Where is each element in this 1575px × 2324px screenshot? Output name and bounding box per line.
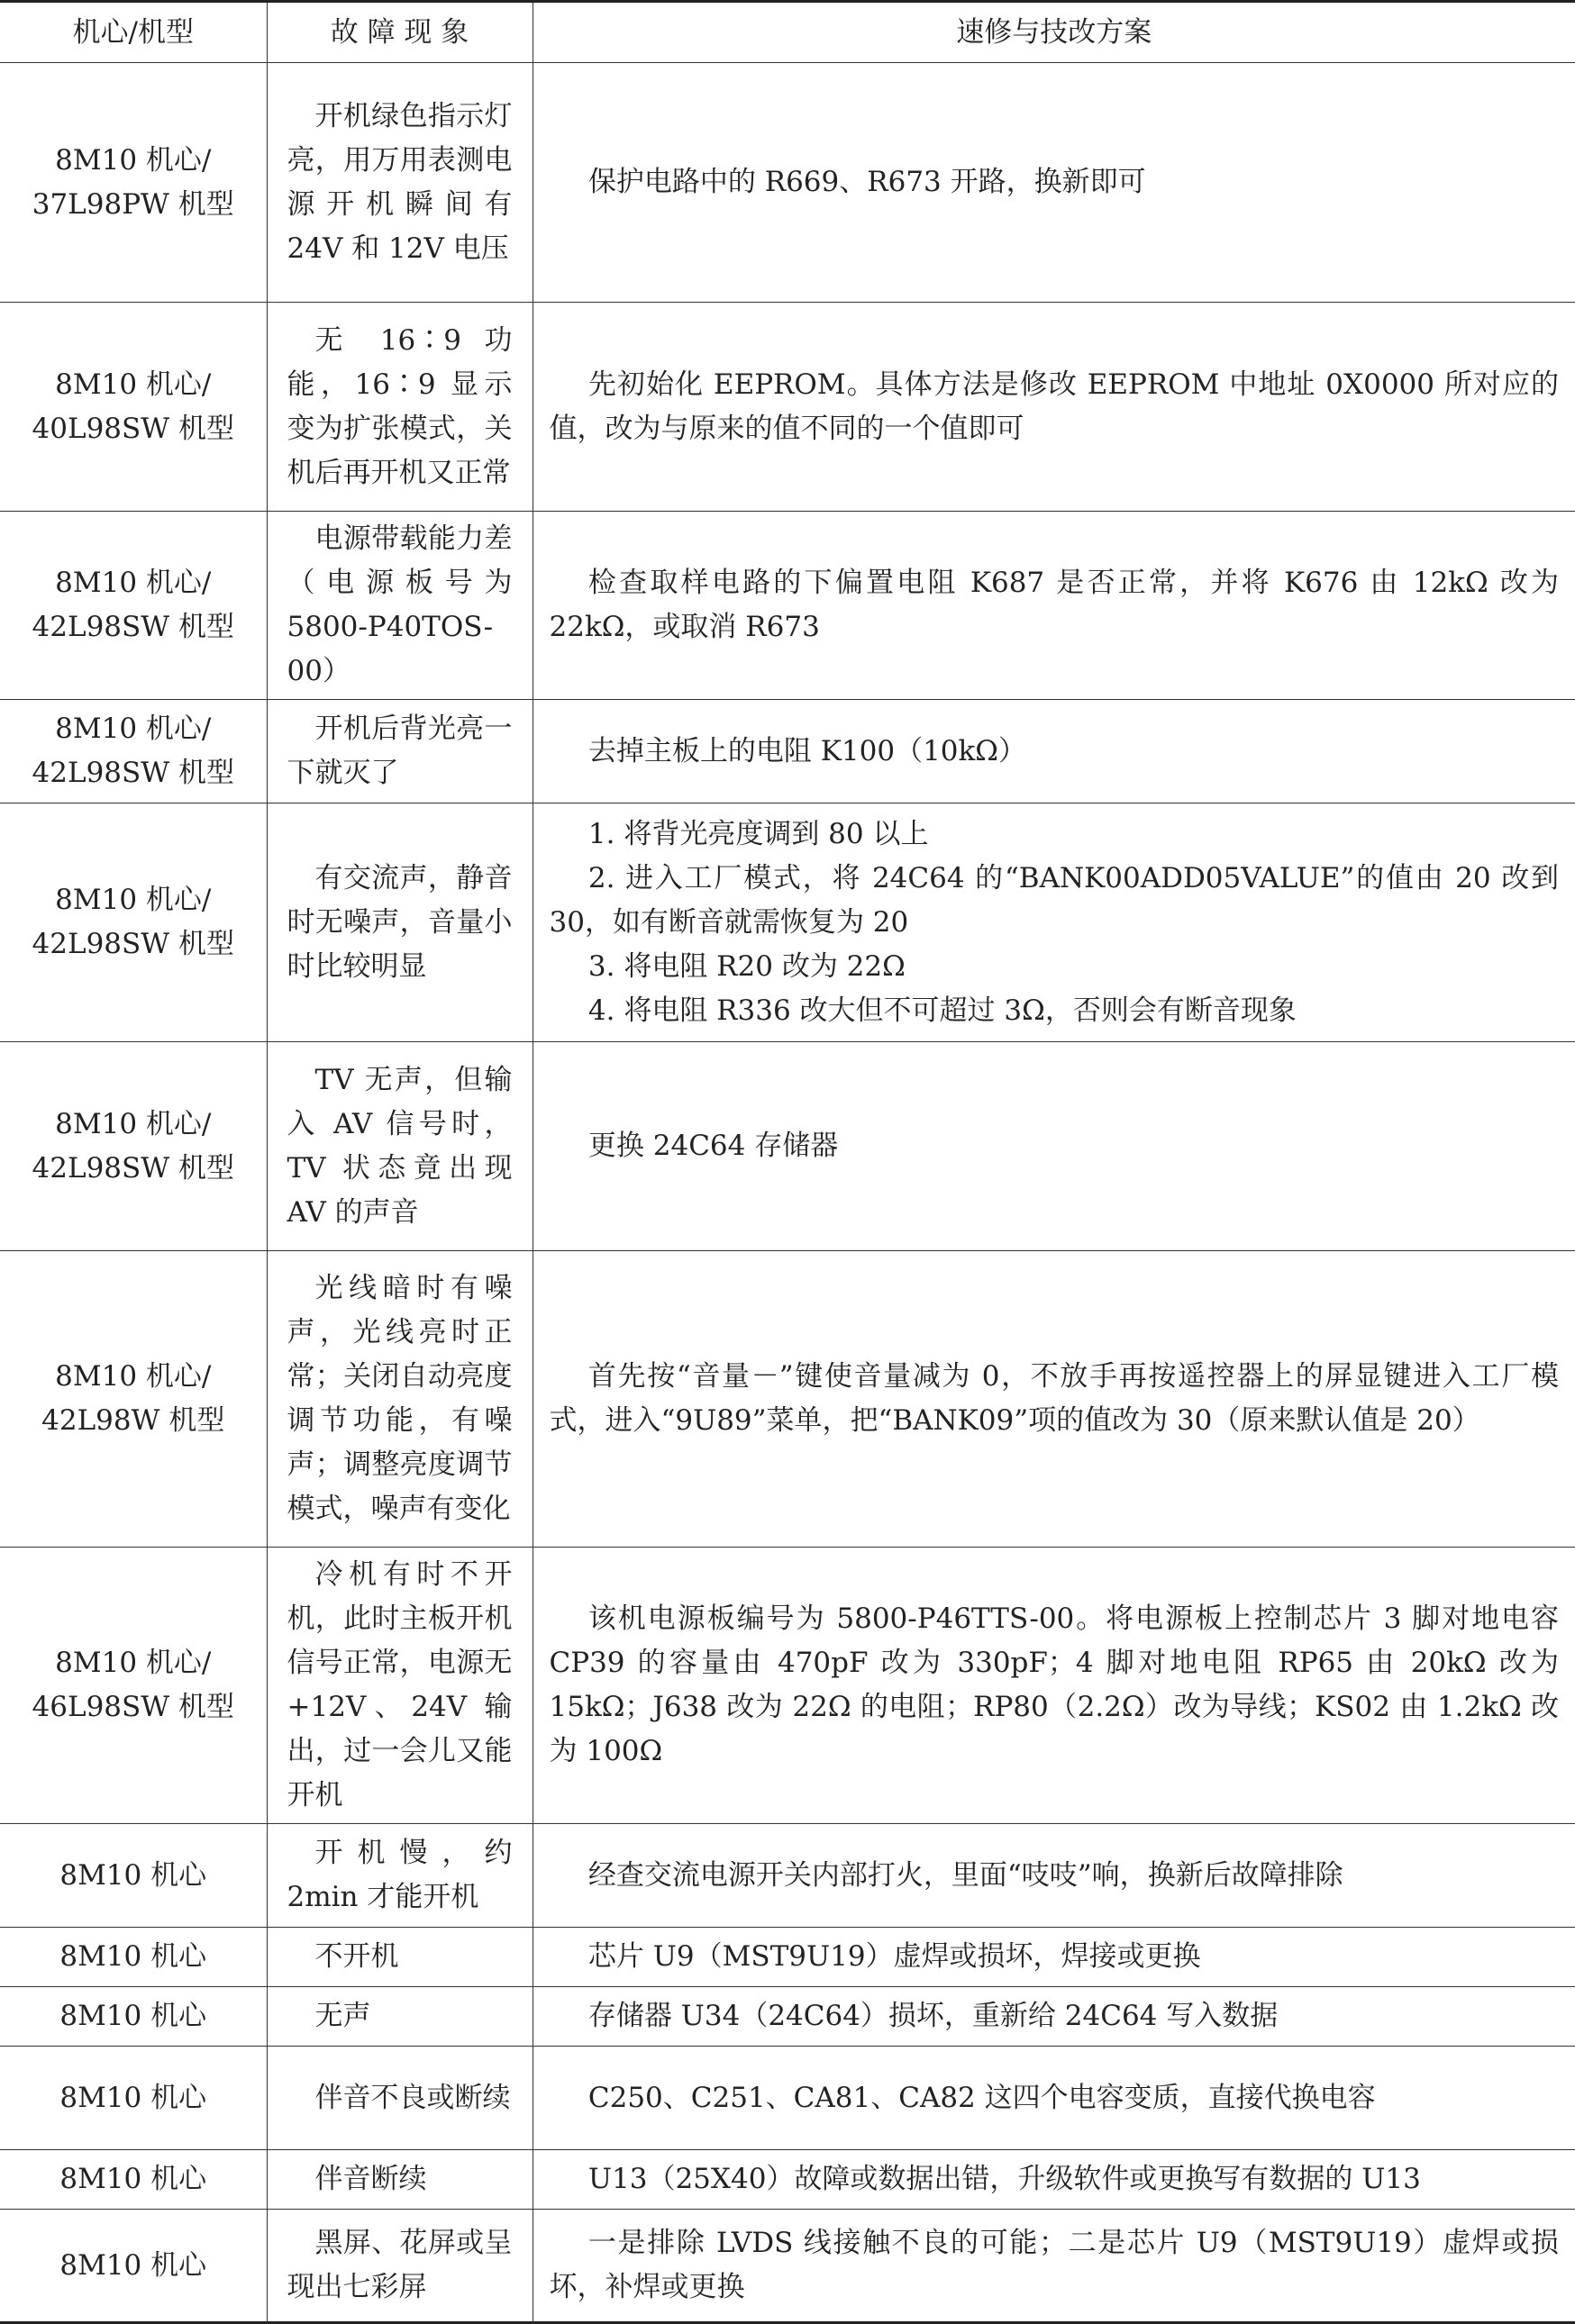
model-line: 42L98SW 机型 [32, 928, 234, 960]
fix-text: 检查取样电路的下偏置电阻 K687 是否正常，并将 K676 由 12kΩ 改为 22kΩ，或取消 R673 [549, 567, 1559, 643]
fix-cell [533, 1928, 1575, 1987]
model-cell [0, 1987, 267, 2047]
model-cell [0, 63, 267, 303]
fix-text: 一是排除 LVDS 线接触不良的可能；二是芯片 U9（MST9U19）虚焊或损坏，补焊或更换 [549, 2227, 1559, 2303]
model-line: 8M10 机心/ [55, 884, 212, 916]
fix-text: 存储器 U34（24C64）损坏，重新给 24C64 写入数据 [587, 2000, 1279, 2032]
fix-cell [533, 2150, 1575, 2210]
table-row [0, 303, 1575, 512]
header-model: 机心/机型 [0, 2, 267, 63]
model-cell [0, 2047, 267, 2150]
model-cell [0, 803, 267, 1042]
model-cell [0, 700, 267, 803]
symptom-text: 伴音不良或断续 [314, 2081, 511, 2114]
header-symptom: 故 障 现 象 [267, 2, 533, 63]
fix-cell [533, 1042, 1575, 1251]
fix-text: U13（25X40）故障或数据出错，升级软件或更换写有数据的 U13 [587, 2163, 1421, 2195]
fix-text: 首先按“音量－”键使音量减为 0，不放手再按遥控器上的屏显键进入工厂模式，进入“9U89”菜单，把“BANK09”项的值改为 30（原来默认值是 20） [549, 1360, 1559, 1437]
table-row [0, 63, 1575, 303]
symptom-text: 无 16∶9 功能，16∶9 显示变为扩张模式，关机后再开机又正常 [287, 323, 513, 489]
fix-step: 2. 进入工厂模式，将 24C64 的“BANK00ADD05VALUE”的值由 20 改到 30，如有断音就需恢复为 20 [549, 861, 1559, 939]
fix-cell [533, 700, 1575, 803]
fix-text: 保护电路中的 R669、R673 开路，换新即可 [587, 166, 1146, 198]
symptom-cell [267, 1824, 533, 1928]
table-row [0, 1251, 1575, 1548]
model-line: 8M10 机心/ [55, 567, 212, 599]
model-line: 37L98PW 机型 [32, 187, 234, 221]
table-row [0, 1824, 1575, 1928]
symptom-text: 开机慢，约 2min 才能开机 [287, 1837, 513, 1913]
model-cell [0, 303, 267, 512]
model-line: 8M10 机心 [59, 2163, 207, 2195]
table-row [0, 2150, 1575, 2210]
model-line: 8M10 机心/ [55, 713, 212, 745]
table-row [0, 512, 1575, 700]
model-cell [0, 512, 267, 700]
fix-cell [533, 1548, 1575, 1824]
fix-cell [533, 512, 1575, 700]
symptom-text: 无声 [314, 2000, 371, 2032]
symptom-cell [267, 1251, 533, 1548]
fix-step: 3. 将电阻 R20 改为 22Ω [587, 949, 906, 983]
symptom-text: 电源带载能力差（电源板号为 5800-P40TOS-00） [287, 522, 513, 687]
model-line: 42L98SW 机型 [32, 1151, 234, 1185]
symptom-text: 不开机 [314, 1940, 399, 1973]
symptom-text: 开机绿色指示灯亮，用万用表测电源开机瞬间有 24V 和 12V 电压 [287, 99, 513, 265]
symptom-cell [267, 1548, 533, 1824]
model-cell [0, 1548, 267, 1824]
table-row [0, 1548, 1575, 1824]
fix-cell [533, 63, 1575, 303]
symptom-cell [267, 303, 533, 512]
symptom-cell [267, 700, 533, 803]
symptom-text: 冷机有时不开机，此时主板开机信号正常，电源无 +12V、24V 输出，过一会儿又能开机 [287, 1558, 513, 1811]
symptom-cell [267, 1928, 533, 1987]
model-cell [0, 2150, 267, 2210]
table-row [0, 2047, 1575, 2150]
model-line: 42L98W 机型 [41, 1404, 225, 1437]
symptom-cell [267, 2150, 533, 2210]
model-line: 8M10 机心/ [55, 1647, 212, 1679]
fix-cell [533, 1824, 1575, 1928]
symptom-text: 伴音断续 [314, 2163, 427, 2195]
fix-text: 该机电源板编号为 5800-P46TTS-00。将电源板上控制芯片 3 脚对地电容 CP39 的容量由 470pF 改为 330pF；4 脚对地电阻 RP65 由 20kΩ 改为 15kΩ；J638 改为 22Ω 的电阻；RP80（2.2Ω）改为导线；KS02 由 1.2kΩ 改为 100Ω [549, 1602, 1559, 1767]
table-row [0, 1928, 1575, 1987]
model-line: 8M10 机心/ [55, 1107, 212, 1140]
model-line: 8M10 机心 [59, 1858, 207, 1892]
table-row [0, 1987, 1575, 2047]
symptom-cell [267, 1987, 533, 2047]
model-line: 40L98SW 机型 [32, 412, 234, 445]
fix-cell [533, 1987, 1575, 2047]
model-line: 46L98SW 机型 [32, 1691, 234, 1723]
symptom-cell [267, 512, 533, 700]
header-row [0, 2, 1575, 63]
fix-cell [533, 2047, 1575, 2150]
model-cell [0, 1928, 267, 1987]
table-row [0, 803, 1575, 1042]
model-line: 8M10 机心 [59, 2000, 207, 2032]
symptom-text: 光线暗时有噪声，光线亮时正常；关闭自动亮度调节功能，有噪声；调整亮度调节模式，噪声有变化 [287, 1272, 513, 1525]
table-row [0, 1042, 1575, 1251]
fix-text: 更换 24C64 存储器 [587, 1130, 839, 1162]
fix-text: 先初始化 EEPROM。具体方法是修改 EEPROM 中地址 0X0000 所对应的值，改为与原来的值不同的一个值即可 [549, 368, 1559, 445]
symptom-text: 开机后背光亮一下就灭了 [287, 713, 513, 789]
symptom-text: TV 无声，但输入 AV 信号时，TV 状态竟出现 AV 的声音 [287, 1063, 513, 1229]
symptom-cell [267, 63, 533, 303]
fix-cell [533, 303, 1575, 512]
fix-text: 去掉主板上的电阻 K100（10kΩ） [587, 734, 1027, 767]
model-line: 42L98SW 机型 [32, 611, 234, 643]
model-cell [0, 1824, 267, 1928]
symptom-cell [267, 2210, 533, 2323]
model-line: 8M10 机心/ [55, 368, 212, 401]
model-cell [0, 1042, 267, 1251]
symptom-text: 黑屏、花屏或呈现出七彩屏 [287, 2227, 513, 2303]
symptom-cell [267, 803, 533, 1042]
table-row [0, 2210, 1575, 2323]
fix-text: C250、C251、CA81、CA82 这四个电容变质，直接代换电容 [587, 2081, 1376, 2114]
model-line: 42L98SW 机型 [32, 757, 234, 789]
fix-step: 1. 将背光亮度调到 80 以上 [587, 817, 929, 850]
fix-text: 芯片 U9（MST9U19）虚焊或损坏，焊接或更换 [587, 1940, 1201, 1973]
model-line: 8M10 机心/ [55, 143, 212, 177]
fix-cell [533, 1251, 1575, 1548]
model-line: 8M10 机心 [59, 2248, 207, 2282]
model-line: 8M10 机心 [59, 2081, 207, 2114]
fix-cell [533, 803, 1575, 1042]
symptom-text: 有交流声，静音时无噪声，音量小时比较明显 [287, 861, 513, 983]
fix-text: 经查交流电源开关内部打火，里面“吱吱”响，换新后故障排除 [587, 1858, 1343, 1892]
symptom-cell [267, 2047, 533, 2150]
model-cell [0, 2210, 267, 2323]
symptom-cell [267, 1042, 533, 1251]
model-cell [0, 1251, 267, 1548]
fix-step: 4. 将电阻 R336 改大但不可超过 3Ω，否则会有断音现象 [587, 994, 1297, 1027]
model-line: 8M10 机心 [59, 1940, 207, 1973]
table-row [0, 700, 1575, 803]
fix-cell [533, 2210, 1575, 2323]
header-fix: 速修与技改方案 [533, 2, 1575, 63]
model-line: 8M10 机心/ [55, 1360, 212, 1393]
